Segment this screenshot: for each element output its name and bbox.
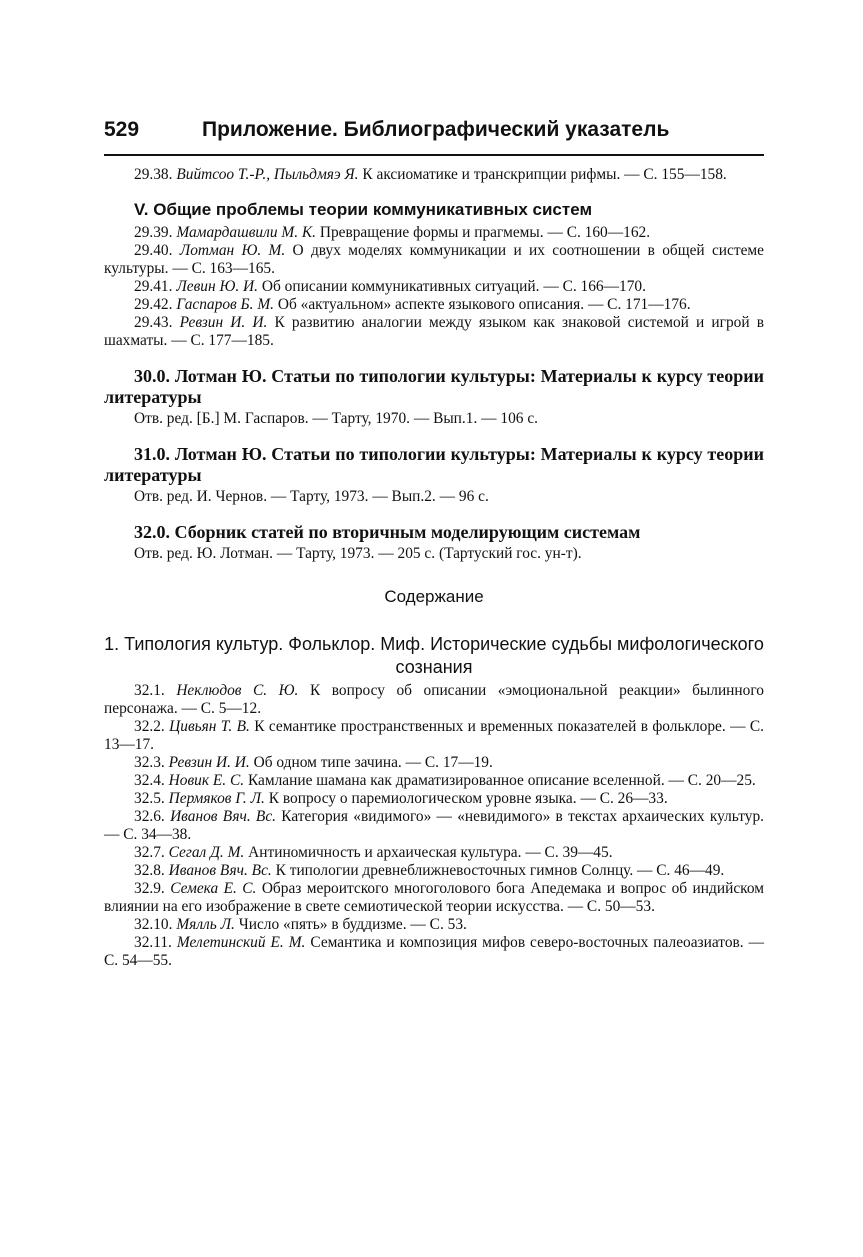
toc-entry: 32.9. Семека Е. С. Образ мероитского многоголового бога Апедемака и вопрос об индийском влиянии на его изображение в свете семиотической теории искусства. — С. 50—53. [104, 880, 764, 915]
bib-entry: 29.38. Вийтсоо Т.-Р., Пыльдмяэ Я. К аксиоматике и транскрипции рифмы. — С. 155—158. [134, 166, 727, 183]
section-heading: V. Общие проблемы теории коммуникативных систем [134, 200, 593, 219]
bib-entry: 29.43. Ревзин И. И. К развитию аналогии между языком как знаковой системой и игрой в шахматы. — С. 177—185. [104, 314, 765, 349]
volume-title: 31.0. Лотман Ю. Статьи по типологии культуры: Материалы к курсу теории литературы [104, 444, 764, 485]
volume-entry [104, 522, 764, 563]
bib-entry: 29.40. Лотман Ю. М. О двух моделях коммуникации и их соотношении в общей системе культуры. — С. 163—165. [104, 242, 764, 277]
volume-entry [104, 444, 764, 506]
bib-entry: 29.41. Левин Ю. И. Об описании коммуникативных ситуаций. — С. 166—170. [134, 278, 646, 295]
toc-entry: 32.4. Новик Е. С. Камлание шамана как драматизированное описание вселенной. — С. 20—25. [134, 772, 756, 789]
top-entries [104, 166, 764, 184]
toc-entry: 32.8. Иванов Вяч. Вс. К типологии древнеближневосточных гимнов Солнцу. — С. 46—49. [134, 862, 725, 879]
bib-entry: 29.39. Мамардашвили М. К. Превращение формы и прагмемы. — С. 160—162. [134, 224, 651, 241]
toc-entry: 32.5. Пермяков Г. Л. К вопросу о паремиологическом уровне языка. — С. 26—33. [134, 790, 668, 807]
running-header [104, 118, 764, 148]
page-number: 529 [104, 118, 140, 141]
volume-entry [104, 366, 764, 428]
volume-imprint: Отв. ред. Ю. Лотман. — Тарту, 1973. — 205 с. (Тартуский гос. ун-т). [134, 545, 582, 562]
part-heading: 1. Типология культур. Фольклор. Миф. Исторические судьбы мифологического сознания [104, 634, 764, 677]
toc-entry: 32.6. Иванов Вяч. Вс. Категория «видимого» — «невидимого» в текстах архаических культур. — С. 34—38. [104, 808, 764, 843]
header-rule [104, 154, 764, 156]
toc-entry: 32.10. Мялль Л. Число «пять» в буддизме. — С. 53. [134, 916, 467, 933]
toc-heading: Содержание [384, 587, 484, 606]
volume-imprint: Отв. ред. И. Чернов. — Тарту, 1973. — Вып.2. — 96 с. [134, 488, 489, 505]
bib-entry: 29.42. Гаспаров Б. М. Об «актуальном» аспекте языкового описания. — С. 171—176. [134, 296, 691, 313]
running-title: Приложение. Библиографический указатель [202, 118, 670, 141]
volume-imprint: Отв. ред. [Б.] М. Гаспаров. — Тарту, 1970. — Вып.1. — 106 с. [134, 410, 539, 427]
toc-entry: 32.2. Цивьян Т. В. К семантике пространственных и временных показателей в фольклоре. — С. 13—17. [104, 718, 764, 753]
toc-entry: 32.3. Ревзин И. И. Об одном типе зачина. — С. 17—19. [134, 754, 493, 771]
toc-entry: 32.1. Неклюдов С. Ю. К вопросу об описании «эмоциональной реакции» былинного персонажа. — С. 5—12. [104, 682, 764, 717]
section-v-entries [104, 224, 764, 350]
volume-title: 32.0. Сборник статей по вторичным моделирующим системам [134, 522, 641, 542]
book-page [104, 118, 764, 970]
toc-entry: 32.7. Сегал Д. М. Антиномичность и архаическая культура. — С. 39—45. [134, 844, 613, 861]
toc-entry: 32.11. Мелетинский Е. М. Семантика и композиция мифов северо-восточных палеоазиатов. — С. 54—55. [104, 934, 764, 969]
toc-entries [104, 682, 764, 970]
volume-title: 30.0. Лотман Ю. Статьи по типологии культуры: Материалы к курсу теории литературы [104, 366, 764, 407]
